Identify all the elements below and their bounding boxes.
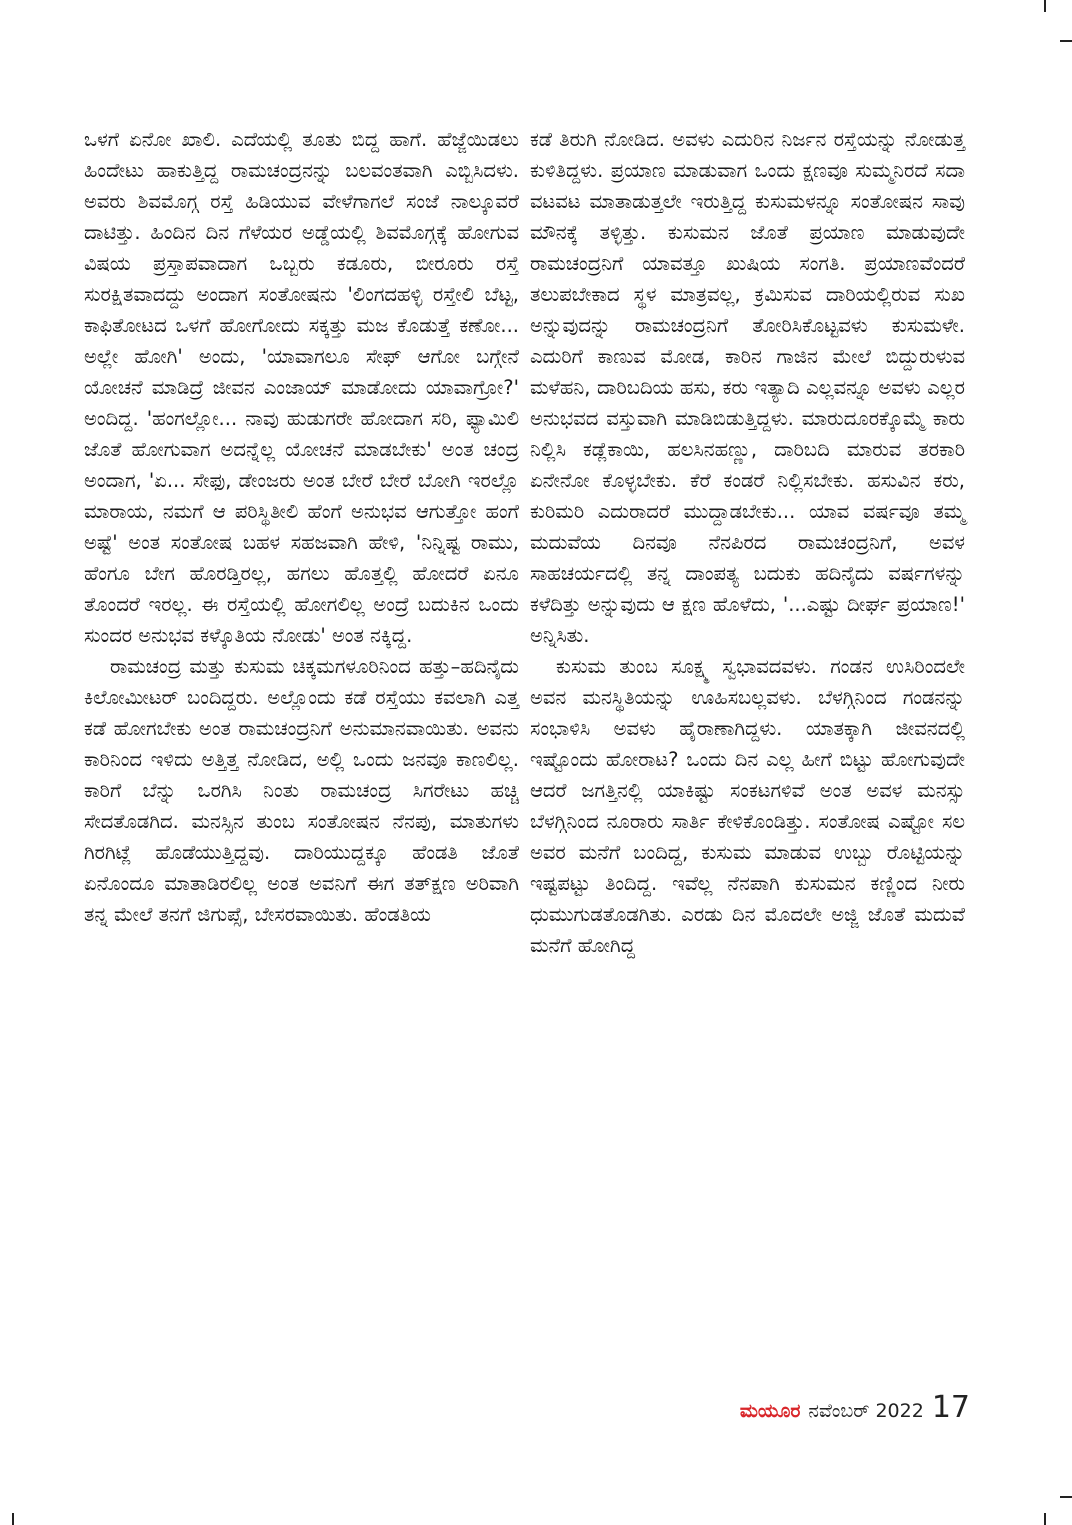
magazine-logo: ಮಯೂರ (739, 1400, 801, 1422)
right-column (530, 124, 965, 961)
left-paragraph-1: ಒಳಗೆ ಏನೋ ಖಾಲಿ. ಎದೆಯಲ್ಲಿ ತೂತು ಬಿದ್ದ ಹಾಗೆ. ಹೆಜ್ಜೆಯಿಡಲು ಹಿಂದೇಟು ಹಾಕುತ್ತಿದ್ದ ರಾಮಚಂದ್ರನನ್ನು ಬಲವಂತವಾಗಿ ಎಬ್ಬಿಸಿದಳು. ಅವರು ಶಿವಮೊಗ್ಗ ರಸ್ತೆ ಹಿಡಿಯುವ ವೇಳೆಗಾಗಲೆ ಸಂಜೆ ನಾಲ್ಕೂವರೆ ದಾಟಿತ್ತು. ಹಿಂದಿನ ದಿನ ಗೆಳೆಯರ ಅಡ್ಡೆಯಲ್ಲಿ ಶಿವಮೊಗ್ಗಕ್ಕೆ ಹೋಗುವ ವಿಷಯ ಪ್ರಸ್ತಾಪವಾದಾಗ ಒಬ್ಬರು ಕಡೂರು, ಬೀರೂರು ರಸ್ತೆ ಸುರಕ್ಷಿತವಾದದ್ದು ಅಂದಾಗ ಸಂತೋಷನು 'ಲಿಂಗದಹಳ್ಳಿ ರಸ್ತೇಲಿ ಬೆಟ್ಟ, ಕಾಫಿತೋಟದ ಒಳಗೆ ಹೋಗೋದು ಸಕ್ಕತ್ತು ಮಜ ಕೊಡುತ್ತೆ ಕಣೋ... ಅಲ್ಲೇ ಹೋಗಿ' ಅಂದು, 'ಯಾವಾಗಲೂ ಸೇಫ್ ಆಗೋ ಬಗ್ಗೇನೆ ಯೋಚನೆ ಮಾಡಿದ್ರೆ ಜೀವನ ಎಂಜಾಯ್ ಮಾಡೋದು ಯಾವಾಗ್ರೋ?' ಅಂದಿದ್ದ. 'ಹಂಗಲ್ಲೋ... ನಾವು ಹುಡುಗರೇ ಹೋದಾಗ ಸರಿ, ಫ್ಯಾಮಿಲಿ ಜೊತೆ ಹೋಗುವಾಗ ಅದನ್ನೆಲ್ಲ ಯೋಚನೆ ಮಾಡಬೇಕು' ಅಂತ ಚಂದ್ರ ಅಂದಾಗ, 'ಏ... ಸೇಫು, ಡೇಂಜರು ಅಂತ ಬೇರೆ ಬೇರೆ ಬೋಗಿ ಇರಲ್ಲೊ ಮಾರಾಯ, ನಮಗೆ ಆ ಪರಿಸ್ಥಿತೀಲಿ ಹೆಂಗೆ ಅನುಭವ ಆಗುತ್ತೋ ಹಂಗೆ ಅಷ್ಟೆ' ಅಂತ ಸಂತೋಷ ಬಹಳ ಸಹಜವಾಗಿ ಹೇಳಿ, 'ನಿನ್ನಿಷ್ಟ ರಾಮು, ಹೆಂಗೂ ಬೇಗ ಹೊರಡ್ತಿರಲ್ಲ, ಹಗಲು ಹೊತ್ತಲ್ಲಿ ಹೋದರೆ ಏನೂ ತೊಂದರೆ ಇರಲ್ಲ. ಈ ರಸ್ತೆಯಲ್ಲಿ ಹೋಗಲಿಲ್ಲ ಅಂದ್ರೆ ಬದುಕಿನ ಒಂದು ಸುಂದರ ಅನುಭವ ಕಳ್ಕೊತಿಯ ನೋಡು' ಅಂತ ನಕ್ಕಿದ್ದ. (84, 128, 519, 647)
page-footer (720, 1390, 970, 1430)
right-paragraph-2: ಕುಸುಮ ತುಂಬ ಸೂಕ್ಷ್ಮ ಸ್ವಭಾವದವಳು. ಗಂಡನ ಉಸಿರಿಂದಲೇ ಅವನ ಮನಸ್ಥಿತಿಯನ್ನು ಊಹಿಸಬಲ್ಲವಳು. ಬೆಳಗ್ಗಿನಿಂದ ಗಂಡನನ್ನು ಸಂಭಾಳಿಸಿ ಅವಳು ಹೈರಾಣಾಗಿದ್ದಳು. ಯಾತಕ್ಕಾಗಿ ಜೀವನದಲ್ಲಿ ಇಷ್ಟೊಂದು ಹೋರಾಟ? ಒಂದು ದಿನ ಎಲ್ಲ ಹೀಗೆ ಬಿಟ್ಟು ಹೋಗುವುದೇ ಆದರೆ ಜಗತ್ತಿನಲ್ಲಿ ಯಾಕಿಷ್ಟು ಸಂಕಟಗಳಿವೆ ಅಂತ ಅವಳ ಮನಸ್ಸು ಬೆಳಗ್ಗಿನಿಂದ ನೂರಾರು ಸಾರ್ತಿ ಕೇಳಿಕೊಂಡಿತ್ತು. ಸಂತೋಷ ಎಷ್ಟೋ ಸಲ ಅವರ ಮನೆಗೆ ಬಂದಿದ್ದ, ಕುಸುಮ ಮಾಡುವ ಉಬ್ಬು ರೊಟ್ಟಿಯನ್ನು ಇಷ್ಟಪಟ್ಟು ತಿಂದಿದ್ದ. ಇವೆಲ್ಲ ನೆನಪಾಗಿ ಕುಸುಮನ ಕಣ್ಣಿಂದ ನೀರು ಧುಮುಗುಡತೊಡಗಿತು. ಎರಡು ದಿನ ಮೊದಲೇ ಅಜ್ಜಿ ಜೊತೆ ಮದುವೆ ಮನೆಗೆ ಹೋಗಿದ್ದ (530, 655, 965, 957)
crop-mark-top-right (1044, 0, 1046, 12)
crop-mark-bottom-left (12, 1513, 14, 1525)
issue-date: ನವೆಂಬರ್ 2022 (808, 1400, 924, 1422)
left-column (84, 124, 519, 930)
left-paragraph-2: ರಾಮಚಂದ್ರ ಮತ್ತು ಕುಸುಮ ಚಿಕ್ಕಮಗಳೂರಿನಿಂದ ಹತ್ತು–ಹದಿನೈದು ಕಿಲೋಮೀಟರ್ ಬಂದಿದ್ದರು. ಅಲ್ಲೊಂದು ಕಡೆ ರಸ್ತೆಯು ಕವಲಾಗಿ ಎತ್ತ ಕಡೆ ಹೋಗಬೇಕು ಅಂತ ರಾಮಚಂದ್ರನಿಗೆ ಅನುಮಾನವಾಯಿತು. ಅವನು ಕಾರಿನಿಂದ ಇಳಿದು ಅತ್ತಿತ್ತ ನೋಡಿದ, ಅಲ್ಲಿ ಒಂದು ಜನವೂ ಕಾಣಲಿಲ್ಲ. ಕಾರಿಗೆ ಬೆನ್ನು ಒರಗಿಸಿ ನಿಂತು ರಾಮಚಂದ್ರ ಸಿಗರೇಟು ಹಚ್ಚಿ ಸೇದತೊಡಗಿದ. ಮನಸ್ಸಿನ ತುಂಬ ಸಂತೋಷನ ನೆನಪು, ಮಾತುಗಳು ಗಿರಗಿಟ್ಲೆ ಹೊಡೆಯುತ್ತಿದ್ದವು. ದಾರಿಯುದ್ದಕ್ಕೂ ಹೆಂಡತಿ ಜೊತೆ ಏನೊಂದೂ ಮಾತಾಡಿರಲಿಲ್ಲ ಅಂತ ಅವನಿಗೆ ಈಗ ತತ್‌ಕ್ಷಣ ಅರಿವಾಗಿ ತನ್ನ ಮೇಲೆ ತನಗೆ ಜಿಗುಪ್ಸೆ, ಬೇಸರವಾಯಿತು. ಹೆಂಡತಿಯ (84, 655, 519, 926)
crop-mark-bottom-right (1044, 1513, 1046, 1525)
crop-mark-right-bottom (1060, 1496, 1072, 1498)
right-paragraph-1: ಕಡೆ ತಿರುಗಿ ನೋಡಿದ. ಅವಳು ಎದುರಿನ ನಿರ್ಜನ ರಸ್ತೆಯನ್ನು ನೋಡುತ್ತ ಕುಳಿತಿದ್ದಳು. ಪ್ರಯಾಣ ಮಾಡುವಾಗ ಒಂದು ಕ್ಷಣವೂ ಸುಮ್ಮನಿರದೆ ಸದಾ ವಟವಟ ಮಾತಾಡುತ್ತಲೇ ಇರುತ್ತಿದ್ದ ಕುಸುಮಳನ್ನೂ ಸಂತೋಷನ ಸಾವು ಮೌನಕ್ಕೆ ತಳ್ಳಿತ್ತು. ಕುಸುಮನ ಜೊತೆ ಪ್ರಯಾಣ ಮಾಡುವುದೇ ರಾಮಚಂದ್ರನಿಗೆ ಯಾವತ್ತೂ ಖುಷಿಯ ಸಂಗತಿ. ಪ್ರಯಾಣವೆಂದರೆ ತಲುಪಬೇಕಾದ ಸ್ಥಳ ಮಾತ್ರವಲ್ಲ, ಕ್ರಮಿಸುವ ದಾರಿಯಲ್ಲಿರುವ ಸುಖ ಅನ್ನುವುದನ್ನು ರಾಮಚಂದ್ರನಿಗೆ ತೋರಿಸಿಕೊಟ್ಟವಳು ಕುಸುಮಳೇ. ಎದುರಿಗೆ ಕಾಣುವ ಮೋಡ, ಕಾರಿನ ಗಾಜಿನ ಮೇಲೆ ಬಿದ್ದುರುಳುವ ಮಳೆಹನಿ, ದಾರಿಬದಿಯ ಹಸು, ಕರು ಇತ್ಯಾದಿ ಎಲ್ಲವನ್ನೂ ಅವಳು ಎಲ್ಲರ ಅನುಭವದ ವಸ್ತುವಾಗಿ ಮಾಡಿಬಿಡುತ್ತಿದ್ದಳು. ಮಾರುದೂರಕ್ಕೊಮ್ಮೆ ಕಾರು ನಿಲ್ಲಿಸಿ ಕಡ್ಲೆಕಾಯಿ, ಹಲಸಿನಹಣ್ಣು, ದಾರಿಬದಿ ಮಾರುವ ತರಕಾರಿ ಏನೇನೋ ಕೊಳ್ಳಬೇಕು. ಕೆರೆ ಕಂಡರೆ ನಿಲ್ಲಿಸಬೇಕು. ಹಸುವಿನ ಕರು, ಕುರಿಮರಿ ಎದುರಾದರೆ ಮುದ್ದಾಡಬೇಕು... ಯಾವ ವರ್ಷವೂ ತಮ್ಮ ಮದುವೆಯ ದಿನವೂ ನೆನಪಿರದ ರಾಮಚಂದ್ರನಿಗೆ, ಅವಳ ಸಾಹಚರ್ಯದಲ್ಲಿ ತನ್ನ ದಾಂಪತ್ಯ ಬದುಕು ಹದಿನೈದು ವರ್ಷಗಳನ್ನು ಕಳೆದಿತ್ತು ಅನ್ನುವುದು ಆ ಕ್ಷಣ ಹೊಳೆದು, '...ಎಷ್ಟು ದೀರ್ಘ ಪ್ರಯಾಣ!' ಅನ್ನಿಸಿತು. (530, 128, 965, 647)
page-number: 17 (931, 1390, 970, 1425)
crop-mark-right-top (1060, 40, 1072, 42)
